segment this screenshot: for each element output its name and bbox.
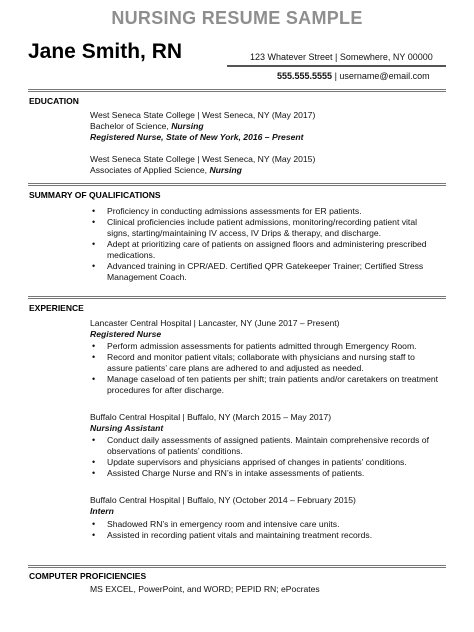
job-3-bullet: • Assisted in recording patient vitals and maintaining treatment records. (90, 530, 440, 541)
phone: 555.555.5555 (277, 71, 333, 81)
contact-separator: | (332, 71, 340, 81)
edu-2-degree-prefix: Associates of Applied Science, (90, 165, 210, 175)
job-1-bullet: • Perform admission assessments for patients admitted through Emergency Room. (90, 341, 440, 352)
job-1-employer: Lancaster Central Hospital | Lancaster, NY (June 2017 – Present) (90, 318, 340, 328)
job-2-bullet: • Conduct daily assessments of assigned patients. Maintain comprehensive records of observations of patients’ conditions. (90, 435, 440, 456)
section-rule-experience (28, 296, 446, 299)
job-3-bullet: • Shadowed RN’s in emergency room and intensive care units. (90, 519, 440, 530)
summary-list (90, 206, 440, 283)
section-rule-computer (28, 565, 446, 568)
job-1-bullet: • Record and monitor patient vitals; collaborate with physicians and nursing staff to assure patients’ care plans are adhered to and adjusted as needed. (90, 352, 440, 373)
job-2-employer: Buffalo Central Hospital | Buffalo, NY (March 2015 – May 2017) (90, 412, 332, 422)
edu-2-degree-field: Nursing (209, 165, 242, 175)
job-2-list (90, 435, 440, 480)
edu-2-degree (90, 165, 242, 176)
contact-line (277, 71, 430, 81)
summary-bullet: • Proficiency in conducting admissions assessments for ER patients. (90, 206, 440, 217)
summary-bullet: • Advanced training in CPR/AED. Certified QPR Gatekeeper Trainer; Certified Stress Management Coach. (90, 261, 440, 282)
edu-1-degree-field: Nursing (171, 121, 204, 131)
job-2-role: Nursing Assistant (90, 423, 164, 433)
job-3-list (90, 519, 440, 542)
section-title-computer: COMPUTER PROFICIENCIES (29, 571, 147, 581)
computer-proficiencies: MS EXCEL, PowerPoint, and WORD; PEPID RN; ePocrates (90, 584, 320, 594)
candidate-name: Jane Smith, RN (28, 40, 183, 63)
summary-bullet: • Adept at prioritizing care of patients on assigned floors and administering prescribed medications. (90, 239, 440, 260)
edu-1-degree-prefix: Bachelor of Science, (90, 121, 172, 131)
job-2-bullet: • Assisted Charge Nurse and RN’s in intake assessments of patients. (90, 468, 440, 479)
section-title-experience: EXPERIENCE (29, 303, 84, 313)
page-title: NURSING RESUME SAMPLE (111, 8, 363, 28)
job-1-role: Registered Nurse (90, 329, 162, 339)
edu-2-institution: West Seneca State College | West Seneca, NY (May 2015) (90, 154, 316, 164)
job-3-role: Intern (90, 506, 114, 516)
section-title-education: EDUCATION (29, 96, 79, 106)
job-3-employer: Buffalo Central Hospital | Buffalo, NY (October 2014 – February 2015) (90, 495, 356, 505)
section-rule-education (28, 89, 446, 92)
edu-1-degree (90, 121, 204, 132)
job-1-bullet: • Manage caseload of ten patients per shift; train patients and/or caretakers on treatment procedures for after discharge. (90, 374, 440, 395)
summary-bullet: • Clinical proficiencies include patient admissions, monitoring/recording patient vital signs, starting/maintaining IV access, IV Drips & therapy, and discharge. (90, 217, 440, 238)
address: 123 Whatever Street | Somewhere, NY 00000 (250, 52, 433, 62)
section-rule-summary (28, 183, 446, 186)
edu-1-license: Registered Nurse, State of New York, 2016 – Present (90, 132, 304, 142)
header-rule (227, 65, 446, 67)
email: username@email.com (339, 71, 430, 81)
section-title-summary: SUMMARY OF QUALIFICATIONS (29, 190, 161, 200)
job-1-list (90, 341, 440, 396)
job-2-bullet: • Update supervisors and physicians apprised of changes in patients’ conditions. (90, 457, 440, 468)
edu-1-institution: West Seneca State College | West Seneca, NY (May 2017) (90, 110, 316, 120)
